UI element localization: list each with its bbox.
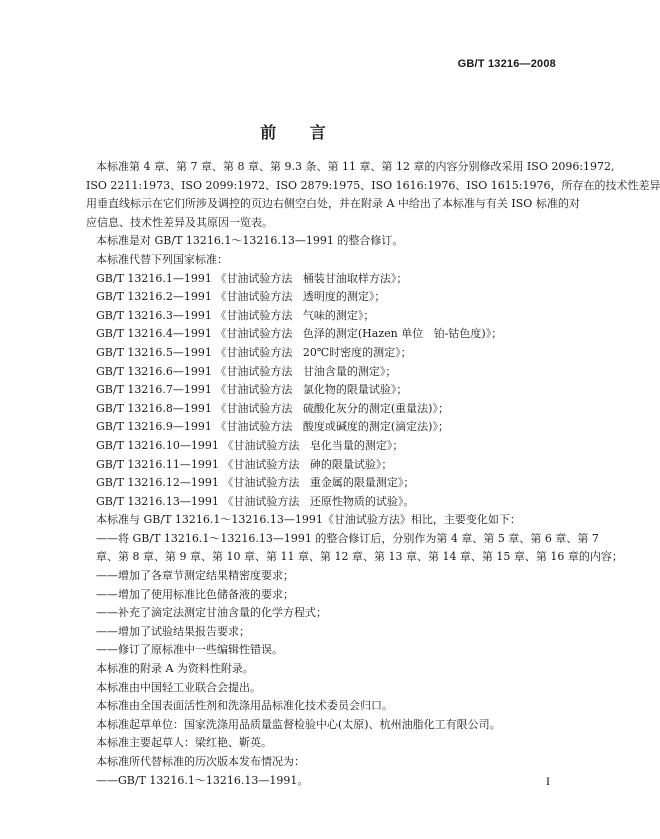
change-item: ——增加了各章节测定结果精密度要求；: [96, 569, 294, 583]
standard-number: GB/T 13216—2008: [457, 58, 556, 70]
change-item: ——修订了原标准中一些编辑性错误。: [96, 643, 283, 657]
paragraph-line: 本标准主要起草人：梁红艳、靳英。: [96, 736, 272, 750]
replaced-standard-item: GB/T 13216.3—1991 《甘油试验方法 气味的测定》；: [96, 308, 375, 322]
paragraph-line: 本标准的附录 A 为资料性附录。: [96, 662, 254, 676]
paragraph-line: 本标准是对 GB/T 13216.1～13216.13—1991 的整合修订。: [96, 234, 404, 248]
paragraph-line: 本标准起草单位：国家洗涤用品质量监督检验中心(太原)、杭州油脂化工有限公司。: [96, 717, 501, 731]
replaced-standard-item: GB/T 13216.12—1991 《甘油试验方法 重金属的限量测定》；: [96, 476, 415, 490]
paragraph-line: 本标准第 4 章、第 7 章、第 8 章、第 9.3 条、第 11 章、第 12 章的内容分别修改采用 ISO 2096:1972,: [96, 160, 615, 173]
paragraph-line: ISO 2211:1973、ISO 2099:1972、ISO 2879:1975、ISO 1616:1976、ISO 1615:1976，所存在的技术性差异: [86, 178, 660, 192]
replaced-standard-item: GB/T 13216.2—1991 《甘油试验方法 透明度的测定》；: [96, 290, 386, 304]
paragraph-line: 本标准代替下列国家标准：: [96, 252, 228, 266]
page-number: I: [546, 774, 550, 788]
change-item: ——补充了滴定法测定甘油含量的化学方程式；: [96, 606, 327, 620]
paragraph-line: 本标准由中国轻工业联合会提出。: [96, 680, 261, 694]
change-item: ——将 GB/T 13216.1～13216.13—1991 的整合修订后，分别作为第 4 章、第 5 章、第 6 章、第 7: [96, 531, 599, 545]
paragraph-line: 用垂直线标示在它们所涉及调控的页边右侧空白处，并在附录 A 中给出了本标准与有关 ISO 标准的对: [86, 197, 580, 211]
replaced-standard-item: GB/T 13216.7—1991 《甘油试验方法 氯化物的限量试验》；: [96, 383, 408, 397]
foreword-body: [86, 158, 660, 790]
replaced-standard-item: GB/T 13216.4—1991 《甘油试验方法 色泽的测定(Hazen 单位 铂-钴色度)》；: [96, 327, 503, 341]
change-item-continuation: 章、第 8 章、第 9 章、第 10 章、第 11 章、第 12 章、第 13 章、第 14 章、第 15 章、第 16 章的内容；: [96, 550, 623, 564]
replaced-standard-item: GB/T 13216.5—1991 《甘油试验方法 20℃时密度的测定》；: [96, 345, 412, 359]
paragraph-line: 本标准由全国表面活性剂和洗涤用品标准化技术委员会归口。: [96, 699, 393, 713]
replaced-standard-item: GB/T 13216.6—1991 《甘油试验方法 甘油含量的测定》；: [96, 364, 397, 378]
change-item: ——增加了试验结果报告要求；: [96, 624, 250, 638]
replaced-standard-item: GB/T 13216.13—1991 《甘油试验方法 还原性物质的试验》。: [96, 494, 415, 508]
paragraph-line: 本标准与 GB/T 13216.1～13216.13—1991《甘油试验方法》相比，主要变化如下：: [96, 513, 521, 527]
paragraph-line: 应信息、技术性差异及其原因一览表。: [86, 215, 273, 229]
change-item: ——增加了使用标准比色储备液的要求；: [96, 587, 294, 601]
replaced-standard-item: GB/T 13216.8—1991 《甘油试验方法 硫酸化灰分的测定(重量法)》；: [96, 401, 449, 415]
paragraph-line: 本标准所代替标准的历次版本发布情况为：: [96, 755, 305, 768]
replaced-standard-item: GB/T 13216.10—1991 《甘油试验方法 皂化当量的测定》；: [96, 438, 404, 452]
replaced-standard-item: GB/T 13216.1—1991 《甘油试验方法 桶装甘油取样方法》；: [96, 271, 408, 285]
page-title: 前 言: [260, 123, 340, 142]
replaced-standard-item: GB/T 13216.11—1991 《甘油试验方法 砷的限量试验》；: [96, 457, 393, 471]
replaced-standard-item: GB/T 13216.9—1991 《甘油试验方法 酸度或碱度的测定(滴定法)》；: [96, 420, 449, 434]
paragraph-line: ——GB/T 13216.1～13216.13—1991。: [96, 773, 309, 787]
